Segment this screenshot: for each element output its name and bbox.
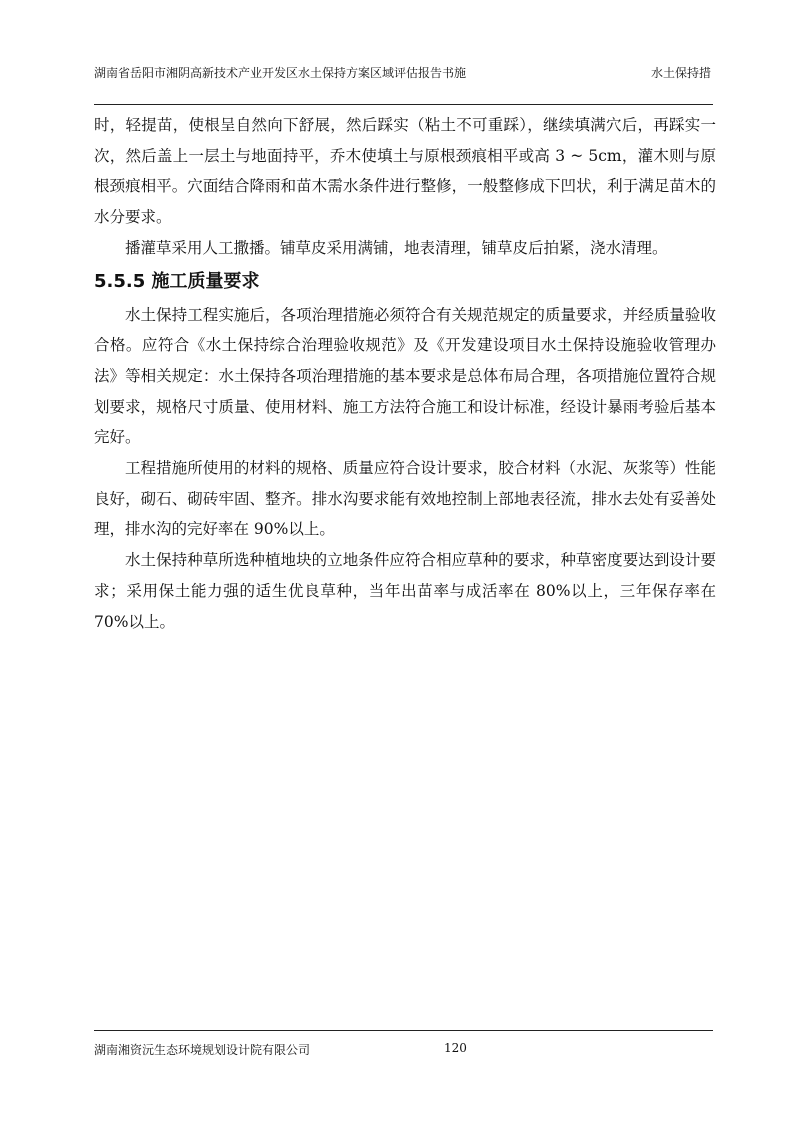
- page-number: 120: [444, 1041, 467, 1055]
- page-content: [94, 110, 716, 637]
- footer-company: 湖南湘资沅生态环境规划设计院有限公司: [94, 1043, 311, 1057]
- page-header: [94, 66, 713, 105]
- paragraph-quality-general: 水土保持工程实施后，各项治理措施必须符合有关规范规定的质量要求，并经质量验收合格。应符合《水土保持综合治理验收规范》及《开发建设项目水土保持设施验收管理办法》等相关规定：水土保持各项治理措施的基本要求是总体布局合理，各项措施位置符合规划要求，规格尺寸质量、使用材料、施工方法符合施工和设计标准，经设计暴雨考验后基本完好。: [94, 305, 716, 447]
- paragraph-sowing: 播灌草采用人工撒播。铺草皮采用满铺，地表清理，铺草皮后拍紧，浇水清理。: [125, 238, 668, 257]
- page-footer: [94, 1030, 713, 1061]
- header-chapter-title: 水土保持措: [650, 66, 711, 80]
- header-report-title: 湖南省岳阳市湘阴高新技术产业开发区水土保持方案区域评估报告书施: [94, 66, 467, 80]
- section-heading: 5.5.5 施工质量要求: [94, 270, 260, 292]
- paragraph-engineering-materials: 工程措施所使用的材料的规格、质量应符合设计要求，胶合材料（水泥、灰浆等）性能良好，砌石、砌砖牢固、整齐。排水沟要求能有效地控制上部地表径流，排水去处有妥善处理，排水沟的完好率在 90%以上。: [94, 459, 716, 539]
- paragraph-grass-planting: 水土保持种草所选种植地块的立地条件应符合相应草种的要求，种草密度要达到设计要求；采用保土能力强的适生优良草种，当年出苗率与成活率在 80%以上，三年保存率在 70%以上。: [94, 551, 716, 631]
- paragraph-planting-continued: 时，轻提苗，使根呈自然向下舒展，然后踩实（粘土不可重踩），继续填满穴后，再踩实一次，然后盖上一层土与地面持平，乔木使填土与原根颈痕相平或高 3 ~ 5cm，灌木则与原根颈痕相平。穴面结合降雨和苗木需水条件进行整修，一般整修成下凹状，利于满足苗木的水分要求。: [94, 116, 716, 227]
